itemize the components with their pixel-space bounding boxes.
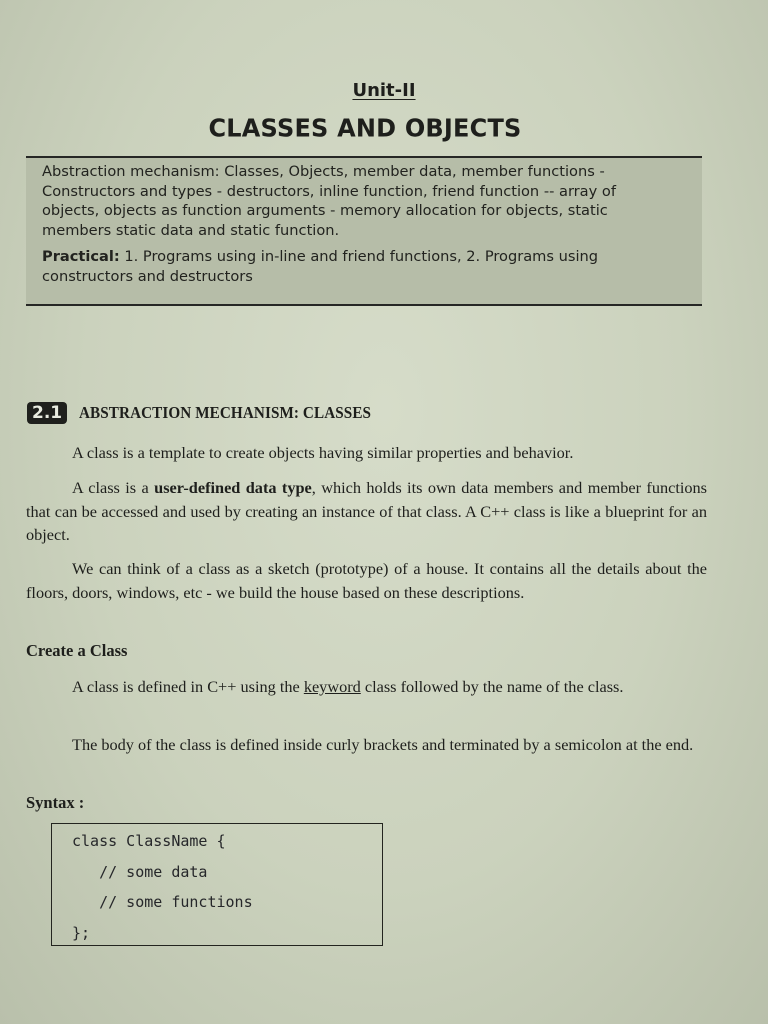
syllabus-line: members static data and static function. <box>42 221 340 239</box>
practical-line: constructors and destructors <box>42 267 253 285</box>
unit-label: Unit-II <box>352 80 416 101</box>
paragraph-class-definition: A class is a template to create objects having similar properties and behavior. <box>72 443 574 462</box>
create-class-heading: Create a Class <box>26 641 128 660</box>
practical-line <box>42 247 688 267</box>
code-line: // some functions <box>72 893 253 911</box>
section-title: ABSTRACTION MECHANISM: CLASSES <box>79 403 372 422</box>
practical-label: Practical: <box>42 248 120 265</box>
chapter-title: CLASSES AND OBJECTS <box>208 113 522 143</box>
syllabus-line: objects, objects as function arguments - memory allocation for objects, static <box>42 202 608 219</box>
paragraph-body: The body of the class is defined inside curly brackets and terminated by a semicolon at the end. <box>72 735 694 754</box>
syllabus-box <box>26 156 702 306</box>
keyword-link[interactable]: keyword <box>303 677 361 696</box>
paragraph-user-defined-type: A class is a user-defined data type, which holds its own data members and member functions that can be accessed and used by creating an instance of that class. A C++ class is like a blueprint for an object. <box>26 478 708 544</box>
section-number: 2.1 <box>27 402 67 424</box>
code-line: class ClassName { <box>72 832 226 850</box>
code-block <box>51 823 383 946</box>
syllabus-line: Abstraction mechanism: Classes, Objects, member data, member functions - <box>42 163 605 180</box>
code-line: }; <box>72 923 91 942</box>
paragraph-keyword: A class is defined in C++ using the keyword class followed by the name of the class. <box>72 677 624 696</box>
practical-text: 1. Programs using in-line and friend functions, 2. Programs using <box>119 248 599 265</box>
syllabus-line: Constructors and types - destructors, inline function, friend function -- array of <box>42 182 616 200</box>
section-heading <box>27 402 397 424</box>
syntax-heading: Syntax : <box>26 793 85 812</box>
paragraph-house-analogy: We can think of a class as a sketch (prototype) of a house. It contains all the details about the floors, doors, windows, etc - we build the house based on these descriptions. <box>26 559 707 602</box>
code-line: // some data <box>72 862 208 881</box>
